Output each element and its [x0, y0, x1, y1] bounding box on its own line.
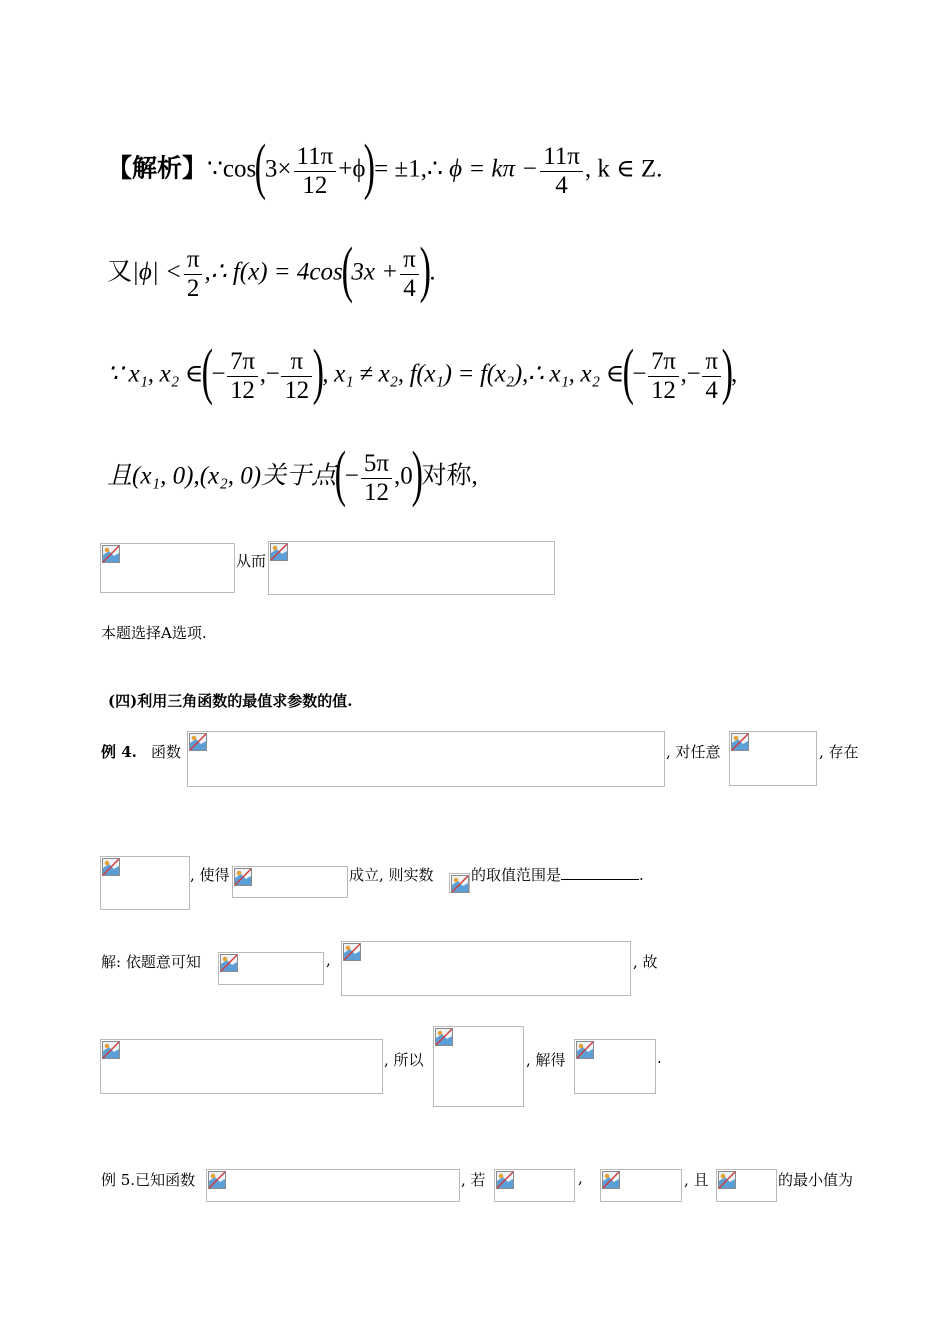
fraction: $\frac{\pi}{2}$: [184, 246, 203, 302]
answer-blank[interactable]: [561, 865, 639, 880]
fraction: $\frac{11\pi}{4}$: [540, 143, 583, 199]
formula-image: [218, 952, 324, 985]
broken-image-icon: [451, 875, 469, 893]
question-text: 的取值范围是 .: [471, 866, 644, 884]
formula-image: [341, 941, 631, 996]
fraction: $\frac{7\pi}{12}$: [648, 348, 679, 404]
text-therefore: 从而: [236, 552, 267, 570]
formula-image: [206, 1169, 460, 1202]
answer-text: 本题选择A选项.: [101, 624, 207, 642]
formula-image: [449, 873, 470, 893]
example-4-label: 例 4.: [101, 743, 137, 761]
fraction: $\frac{7\pi}{12}$: [227, 348, 258, 404]
broken-image-icon: [343, 943, 361, 961]
broken-image-icon: [270, 543, 288, 561]
broken-image-icon: [102, 1041, 120, 1059]
formula-image: [716, 1169, 777, 1202]
section-heading: (四)利用三角函数的最值求参数的值.: [108, 692, 353, 710]
fraction: $\frac{5\pi}{12}$: [361, 450, 392, 506]
formula-image: [433, 1026, 524, 1107]
formula-image: [574, 1039, 656, 1094]
formula-image: [187, 731, 665, 787]
formula-image: [268, 541, 555, 595]
formula-image: [100, 1039, 383, 1094]
fraction: $\frac{\pi}{4}$: [702, 348, 720, 404]
formula-image: [100, 856, 190, 910]
broken-image-icon: [602, 1171, 620, 1189]
broken-image-icon: [731, 733, 749, 751]
broken-image-icon: [208, 1171, 226, 1189]
formula-image: [232, 866, 348, 898]
fraction: $\frac{\pi}{12}$: [281, 348, 311, 404]
analysis-label: 【解析】: [107, 155, 208, 183]
formula-line-4: 且(x₁, 0),(x₂, 0)关于点(− $\frac{5\pi}{12}$ ,0)对称,: [107, 440, 478, 508]
formula-line-1: 【解析】∵cos(3× $\frac{11\pi}{12}$ +ϕ)= ±1,∴ ϕ = kπ − $\frac{11\pi}{4}$ , k ∈ Z.: [107, 133, 663, 201]
broken-image-icon: [189, 733, 207, 751]
broken-image-icon: [102, 545, 120, 563]
formula-line-3: ∵ x₁, x₂ ∈(− $\frac{7\pi}{12}$ ,− $\frac{\pi}{12}$ ), x₁ ≠ x₂, f(x₁) = f(x₂),∴ x₁, x₂ ∈(− $\frac{7\pi}{12}$ ,− $\frac{\pi}{4}$ ),: [107, 338, 737, 406]
fraction: $\frac{\pi}{4}$: [400, 246, 419, 302]
formula-image: [729, 731, 817, 786]
broken-image-icon: [576, 1041, 594, 1059]
formula-image: [100, 543, 235, 593]
formula-image: [494, 1169, 575, 1202]
formula-line-2: 又|ϕ| < $\frac{\pi}{2}$ ,∴ f(x) = 4cos(3x + $\frac{\pi}{4}$ ).: [107, 236, 436, 304]
fraction: $\frac{11\pi}{12}$: [294, 143, 337, 199]
broken-image-icon: [435, 1028, 453, 1046]
broken-image-icon: [220, 954, 238, 972]
formula-image: [600, 1169, 682, 1202]
broken-image-icon: [234, 868, 252, 886]
broken-image-icon: [718, 1171, 736, 1189]
broken-image-icon: [102, 858, 120, 876]
broken-image-icon: [496, 1171, 514, 1189]
